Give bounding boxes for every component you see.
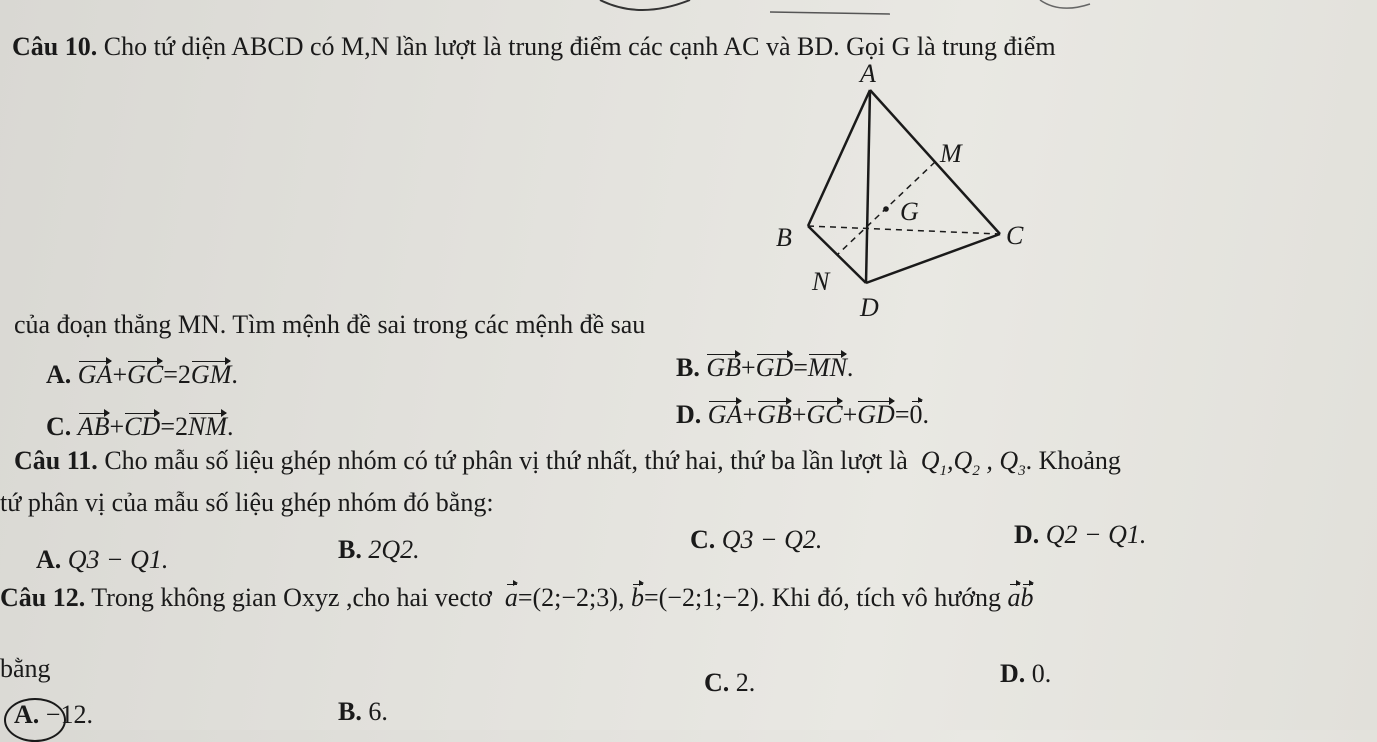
point-G [883,206,889,212]
period: . [922,400,929,429]
q12-option-a-letter: A. [14,700,40,729]
tetrahedron-diagram [760,58,1060,328]
vector-b-value: (−2;1;−2) [658,583,759,612]
zero-vector: 0 [909,400,923,429]
q12-option-d-value: 0. [1031,659,1052,688]
vector-GM: GM [190,360,232,389]
q12-text-line2: bằng [0,654,51,683]
q12-option-c-value: 2. [735,668,756,697]
q12-label: Câu 12. [0,583,86,612]
dot-product-b: b [1020,583,1034,612]
q12-line1: Câu 12. Trong không gian Oxyz ,cho hai vectơ a=(2;−2;3), b=(−2;1;−2). Khi đó, tích vô hướng ab [0,583,1034,612]
q12-option-b[interactable] [338,697,388,727]
label-C: C [1006,221,1024,250]
q11-option-a[interactable] [36,545,168,575]
equals-sign: = [163,360,178,389]
q10-label: Câu 10. [12,32,98,61]
q10-text-line1: Cho tứ diện ABCD có M,N lần lượt là trung điểm các cạnh AC và BD. Gọi G là trung điểm [103,32,1056,61]
q11-text-line1: Cho mẫu số liệu ghép nhóm có tứ phân vị thứ nhất, thứ hai, thứ ba lần lượt là [104,446,908,475]
q12-option-a-value: −12. [45,700,93,729]
q10-option-c-letter: C. [46,412,72,441]
q10-option-d-letter: D. [676,400,702,429]
q12-option-b-value: 6. [368,697,388,726]
vector-GD: GD [857,400,895,429]
plus-sign: + [741,353,756,382]
period: . [846,353,854,382]
q11-line1 [14,446,1121,486]
vector-GA: GA [707,400,743,429]
label-G: G [900,197,919,226]
coefficient: 2 [175,412,189,441]
q11-text-tail: . Khoảng [1025,446,1121,475]
q11-text-line2: tứ phân vị của mẫu số liệu ghép nhóm đó bằng: [0,488,494,517]
vector-GC: GC [806,400,843,429]
vector-NM: NM [188,412,228,441]
q11-option-d-value: Q2 − Q1. [1045,520,1147,549]
q10-option-c[interactable] [46,412,234,442]
edge-DC [866,234,1000,283]
period: . [227,412,234,441]
q11-line2 [0,488,494,518]
q11-option-d[interactable] [1014,520,1146,550]
plus-sign: + [109,412,125,441]
q11-option-c[interactable] [690,525,822,555]
q11-option-b-letter: B. [338,535,362,564]
q11-quartile-symbols: $Q_1,Q_2$ , $Q_3$ [914,446,1026,480]
vector-GA: GA [77,360,113,389]
equals-sign: = [793,353,808,382]
label-M: M [940,139,962,168]
q12-option-d[interactable] [1000,659,1051,689]
q10-option-a[interactable] [46,360,238,390]
vector-GD: GD [755,353,794,382]
q11-option-a-letter: A. [36,545,62,574]
q12-text-tail: . Khi đó, tích vô hướng [758,583,1002,612]
q10-text-line2: của đoạn thẳng MN. Tìm mệnh đề sai trong các mệnh đề sau [14,310,646,339]
vector-CD: CD [124,412,161,441]
q11-option-b-value: 2Q2. [368,535,420,564]
dot-product-a: a [1007,583,1021,612]
edge-BC-hidden [808,226,1000,234]
q12-option-c[interactable] [704,668,755,698]
vector-AB: AB [77,412,110,441]
plus-sign: + [112,360,128,389]
q11-option-c-letter: C. [690,525,716,554]
coefficient: 2 [177,360,191,389]
q11-option-b[interactable] [338,535,420,565]
edge-AD [866,90,870,283]
q11-label: Câu 11. [14,446,98,475]
top-edge-marks [0,0,1377,20]
label-D: D [860,293,879,322]
q12-option-d-letter: D. [1000,659,1026,688]
q12-option-c-letter: C. [704,668,730,697]
label-B: B [776,223,792,252]
vector-a-symbol: a [504,583,518,612]
q11-option-d-letter: D. [1014,520,1040,549]
vector-GC: GC [127,360,164,389]
equals-sign: = [160,412,176,441]
q11-option-a-value: Q3 − Q1. [67,545,169,574]
q12-line2 [0,654,51,684]
q11-option-c-value: Q3 − Q2. [721,525,823,554]
vector-GB: GB [757,400,792,429]
vector-a-value: (2;−2;3) [532,583,618,612]
edge-AB [808,90,870,226]
q12-option-b-letter: B. [338,697,362,726]
q10-option-d[interactable]: D. GA+GB+GC+GD=0. [676,400,929,429]
vector-MN: MN [807,353,847,382]
period: . [231,360,238,389]
q10-line2 [14,310,645,340]
label-N: N [812,267,830,296]
q10-option-a-letter: A. [46,360,72,389]
q10-option-b-letter: B. [676,353,700,382]
vector-GB: GB [706,353,742,382]
q12-option-a[interactable] [14,700,93,730]
label-A: A [860,59,876,88]
vector-b-symbol: b [630,583,644,612]
q10-option-b[interactable] [676,353,853,383]
q12-text-line1: Trong không gian Oxyz ,cho hai vectơ [91,583,492,612]
